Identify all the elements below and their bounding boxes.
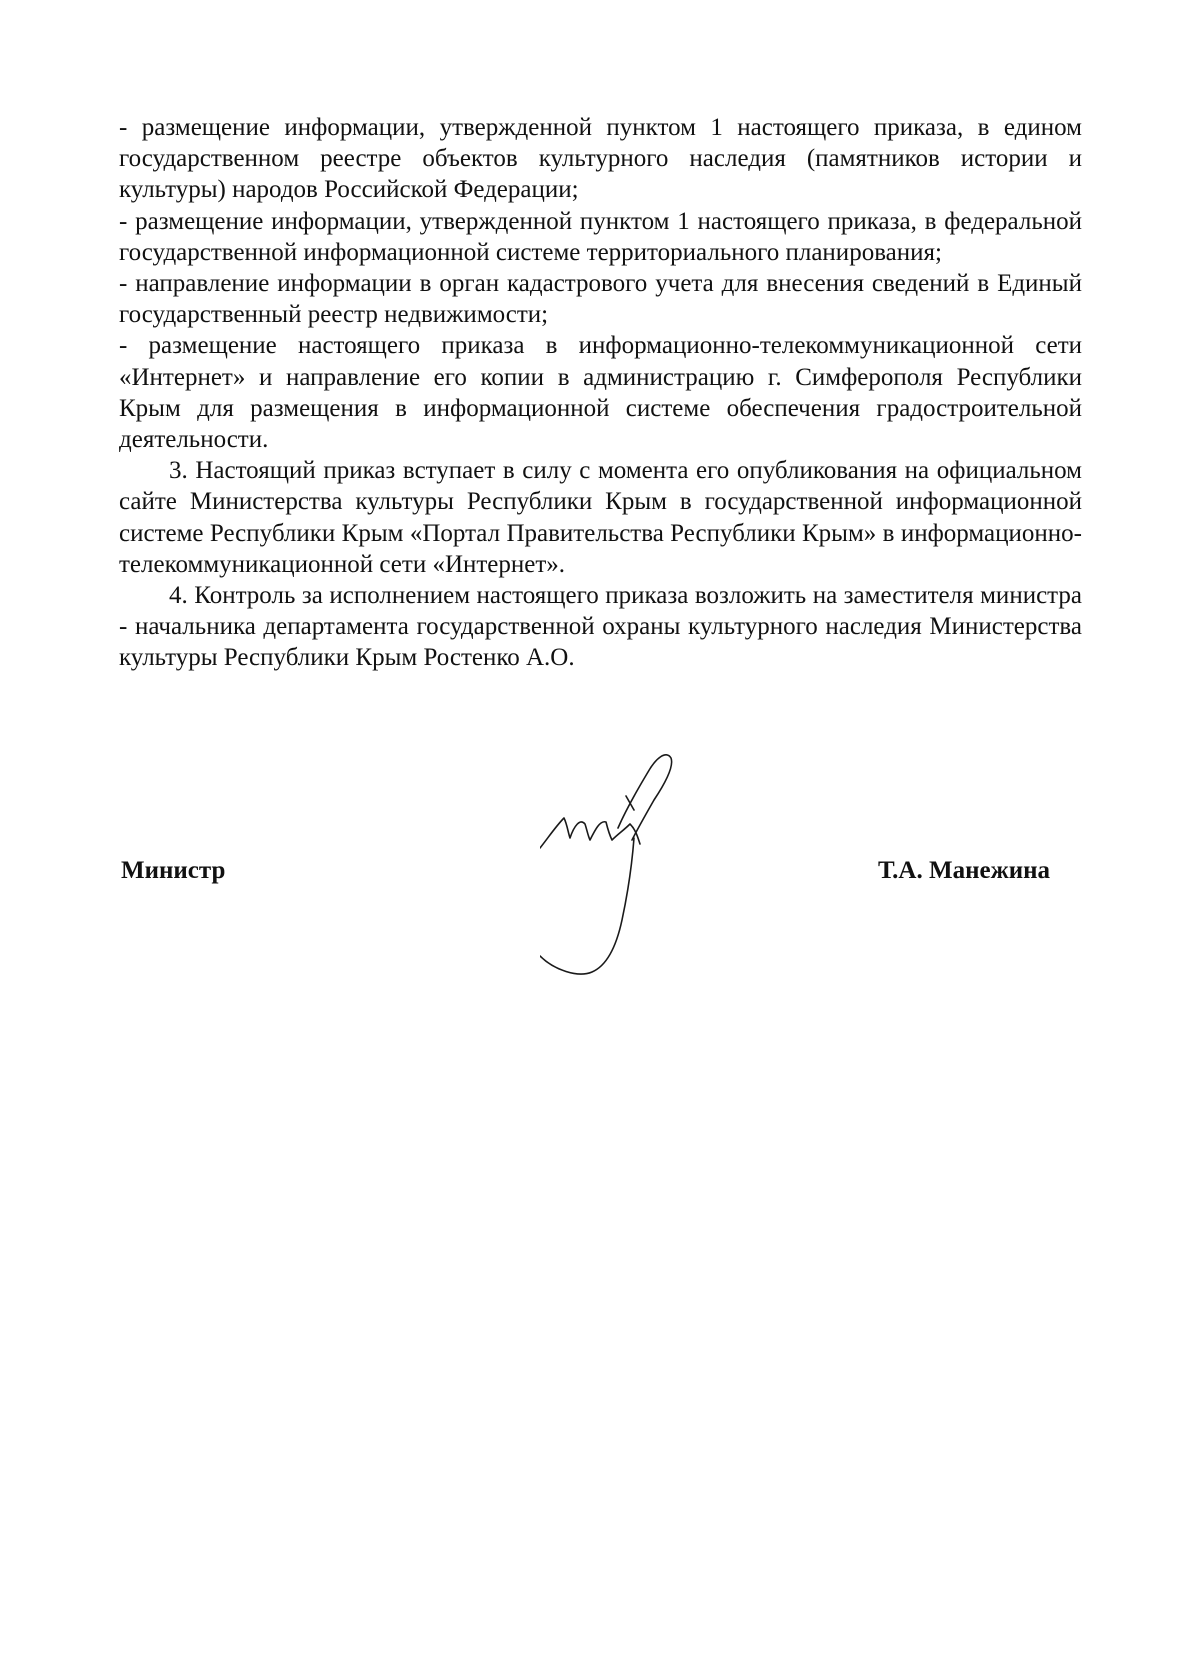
paragraph-cadastral-info: - направление информации в орган кадастрового учета для внесения сведений в Единый государственный реестр недвижимости;: [119, 270, 1082, 329]
handwritten-signature: [540, 752, 720, 1012]
signatory-title: Министр: [121, 857, 226, 884]
paragraph-item-3: 3. Настоящий приказ вступает в силу с момента его опубликования на официальном сайте Министерства культуры Республики Крым в государственной информационной системе Республики Крым «Портал Правительства Республики Крым» в информационно-телекоммуникационной сети «Интернет».: [119, 457, 1082, 578]
paragraph-egrokn-placement: - размещение информации, утвержденной пунктом 1 настоящего приказа, в едином государственном реестре объектов культурного наследия (памятников истории и культуры) народов Российской Федерации;: [119, 114, 1082, 204]
document-body: [119, 112, 1082, 674]
paragraph-internet-placement: - размещение настоящего приказа в информационно-телекоммуникационной сети «Интернет» и направление его копии в администрацию г. Симферополя Республики Крым для размещения в информационной системе обеспечения градостроительной деятельности.: [119, 332, 1082, 454]
paragraph-fgis-tp-placement: - размещение информации, утвержденной пунктом 1 настоящего приказа, в федеральной государственной информационной системе территориального планирования;: [119, 207, 1082, 266]
signatory-name: Т.А. Манежина: [878, 857, 1051, 884]
paragraph-item-4: 4. Контроль за исполнением настоящего приказа возложить на заместителя министра - начальника департамента государственной охраны культурного наследия Министерства культуры Республики Крым Ростенко А.О.: [119, 582, 1082, 672]
